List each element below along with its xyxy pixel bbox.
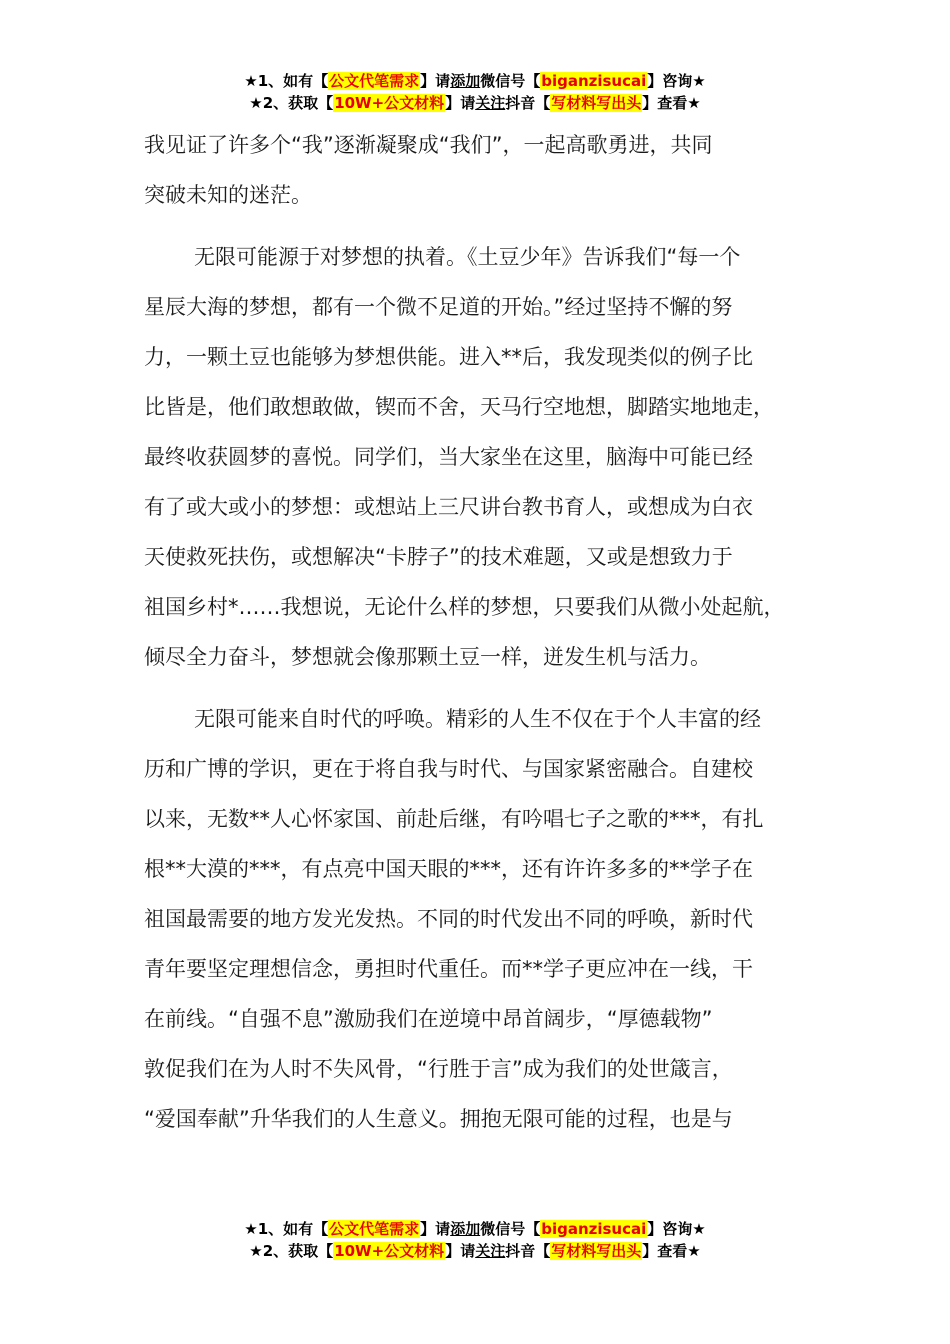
notice-text: 】请 [445,1242,476,1260]
text-line: 倾尽全力奋斗，梦想就会像那颗土豆一样，迸发生机与活力。 [144,645,711,669]
notice-underlined: 关注 [475,1242,506,1260]
notice-text: 】查看★ [642,1242,701,1260]
notice-text: 】咨询★ [647,1220,706,1238]
notice-highlight: 10W+公文材料 [334,94,445,112]
text-line: 根**大漠的***，有点亮中国天眼的***，还有许许多多的**学子在 [144,857,753,881]
text-line: 我见证了许多个“我”逐渐凝聚成“我们”，一起高歌勇进，共同 [144,133,713,157]
header-notice [0,70,950,114]
notice-text: ★2、获取【 [249,1242,334,1260]
text-line: 天使救死扶伤，或想解决“卡脖子”的技术难题，又或是想致力于 [144,545,733,569]
text-line: 在前线。“自强不息”激励我们在逆境中昂首阔步，“厚德载物” [144,1007,713,1031]
text-line: 以来，无数**人心怀家国、前赴后继，有吟唱七子之歌的***，有扎 [144,807,764,831]
paragraph-gap [144,220,824,232]
notice-line-2 [0,92,950,114]
notice-highlight: biganzisucai [541,72,647,90]
text-line: 无限可能来自时代的呼唤。精彩的人生不仅在于个人丰富的经 [194,707,761,731]
text-line: 比皆是，他们敢想敢做，锲而不舍，天马行空地想，脚踏实地地走， [144,395,774,419]
text-line: 力，一颗土豆也能够为梦想供能。进入**后，我发现类似的例子比 [144,345,753,369]
notice-text: ★1、如有【 [244,72,329,90]
notice-line-1 [0,1218,950,1240]
document-body [144,120,824,1144]
notice-line-2 [0,1240,950,1262]
text-line: 祖国乡村*……我想说，无论什么样的梦想，只要我们从微小处起航， [144,595,785,619]
paragraph-gap [144,682,824,694]
notice-text: 】请 [420,72,451,90]
notice-text: 微信号【 [480,72,541,90]
notice-line-1 [0,70,950,92]
text-line: “爱国奉献”升华我们的人生意义。拥抱无限可能的过程，也是与 [144,1107,733,1131]
text-line: 有了或大或小的梦想：或想站上三尺讲台教书育人，或想成为白衣 [144,495,753,519]
text-line: 敦促我们在为人时不失风骨，“行胜于言”成为我们的处世箴言， [144,1057,733,1081]
text-line: 青年要坚定理想信念，勇担时代重任。而**学子更应冲在一线，干 [144,957,753,981]
notice-highlight: 公文代笔需求 [329,72,420,90]
notice-highlight: 10W+公文材料 [334,1242,445,1260]
notice-underlined: 关注 [475,94,506,112]
notice-text: 微信号【 [480,1220,541,1238]
notice-text: 】请 [420,1220,451,1238]
notice-text: 抖音【 [505,1242,551,1260]
text-line: 祖国最需要的地方发光发热。不同的时代发出不同的呼唤，新时代 [144,907,753,931]
notice-highlight: biganzisucai [541,1220,647,1238]
notice-underlined: 添加 [450,72,481,90]
footer-notice [0,1218,950,1262]
notice-underlined: 添加 [450,1220,481,1238]
notice-text: ★1、如有【 [244,1220,329,1238]
notice-highlight: 公文代笔需求 [329,1220,420,1238]
notice-highlight: 写材料写出头 [551,94,642,112]
notice-text: 抖音【 [505,94,551,112]
notice-highlight: 写材料写出头 [551,1242,642,1260]
text-line: 星辰大海的梦想，都有一个微不足道的开始。”经过坚持不懈的努 [144,295,733,319]
text-line: 历和广博的学识，更在于将自我与时代、与国家紧密融合。自建校 [144,757,753,781]
text-line: 突破未知的迷茫。 [144,183,312,207]
notice-text: 】请 [445,94,476,112]
notice-text: 】咨询★ [647,72,706,90]
text-line: 最终收获圆梦的喜悦。同学们，当大家坐在这里，脑海中可能已经 [144,445,753,469]
text-line: 无限可能源于对梦想的执着。《土豆少年》告诉我们“每一个 [194,245,741,269]
notice-text: 】查看★ [642,94,701,112]
notice-text: ★2、获取【 [249,94,334,112]
